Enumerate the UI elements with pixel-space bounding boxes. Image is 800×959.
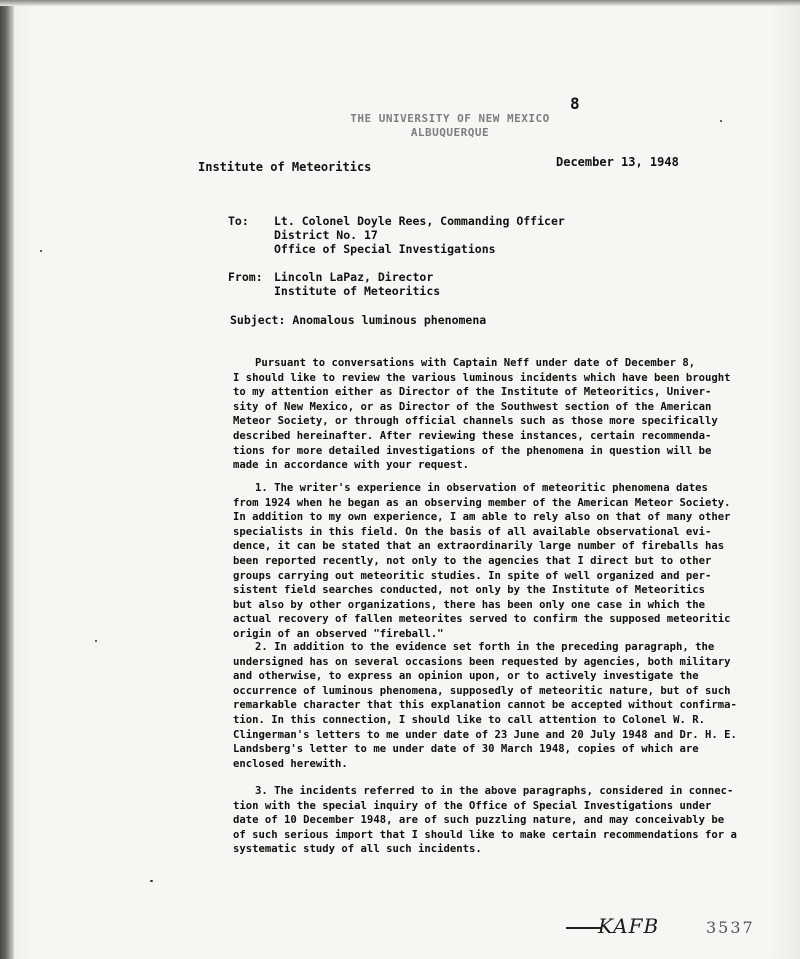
handwritten-dash xyxy=(566,927,602,929)
scan-edge-top xyxy=(0,0,800,6)
from-line: Lincoln LaPaz, Director xyxy=(274,270,434,284)
letter-date: December 13, 1948 xyxy=(556,155,679,169)
paragraph-line: Pursuant to conversations with Captain Neff under date of December 8, xyxy=(255,357,696,369)
paragraph-line: sistent field searches conducted, not only by the Institute of Meteoritics xyxy=(233,584,705,597)
paragraph-line: tions for more detailed investigations of the phenomena in question will be xyxy=(233,444,712,457)
subject-text: Anomalous luminous phenomena xyxy=(292,313,487,327)
paragraph-line: 3. The incidents referred to in the above paragraphs, considered in connec- xyxy=(255,785,734,797)
paragraph-line: sity of New Mexico, or as Director of the Southwest section of the American xyxy=(233,400,712,413)
paragraph-line: and otherwise, to express an opinion upon, or to actively investigate the xyxy=(233,670,699,683)
paragraph-line: but also by other organizations, there has been only one case in which the xyxy=(233,598,705,611)
paragraph-line: tion with the special inquiry of the Office of Special Investigations under xyxy=(233,799,712,812)
letterhead xyxy=(300,112,600,140)
paragraph-line: described hereinafter. After reviewing these instances, certain recommenda- xyxy=(233,429,712,442)
paragraph-line: specialists in this field. On the basis of all available observational evi- xyxy=(233,525,712,538)
paragraph-line: been reported recently, not only to the agencies that I direct but to other xyxy=(233,554,712,567)
page-number: 8 xyxy=(570,94,580,113)
paragraph-line: tion. In this connection, I should like to call attention to Colonel W. R. xyxy=(233,713,705,726)
paragraph-line: occurrence of luminous phenomena, supposedly of meteoritic nature, but of such xyxy=(233,684,731,697)
to-line: District No. 17 xyxy=(274,228,378,242)
paragraph-1 xyxy=(233,481,757,642)
paragraph-line: I should like to review the various luminous incidents which have been brought xyxy=(233,371,731,384)
paragraph-line: In addition to my own experience, I am able to rely also on that of many other xyxy=(233,511,731,524)
paragraph-3 xyxy=(233,784,757,857)
scan-speck xyxy=(150,880,153,882)
paragraph-line: undersigned has on several occasions been requested by agencies, both military xyxy=(233,655,731,668)
subject-block xyxy=(230,313,486,327)
paragraph-line: of such serious import that I should like to make certain recommendations for a xyxy=(233,828,737,841)
handwritten-note: KAFB xyxy=(598,914,660,938)
paragraph-line: Clingerman's letters to me under date of 23 June and 20 July 1948 and Dr. H. E. xyxy=(233,728,737,741)
from-label: From: xyxy=(228,270,263,284)
from-line: Institute of Meteoritics xyxy=(274,284,441,298)
letterhead-line: THE UNIVERSITY OF NEW MEXICO xyxy=(350,112,550,125)
paragraph-line: Landsberg's letter to me under date of 30 March 1948, copies of which are xyxy=(233,743,699,756)
to-block xyxy=(228,214,565,256)
paragraph-intro xyxy=(233,356,757,473)
paragraph-line: 1. The writer's experience in observation of meteoritic phenomena dates xyxy=(255,482,708,494)
subject-label: Subject: xyxy=(230,313,286,327)
paragraph-line: Meteor Society, or through official channels such as those more specifically xyxy=(233,415,718,428)
paragraph-line: groups carrying out meteoritic studies. In spite of well organized and per- xyxy=(233,569,712,582)
to-line: Office of Special Investigations xyxy=(274,242,496,256)
handwritten-number: 3537 xyxy=(706,918,755,937)
paragraph-line: enclosed herewith. xyxy=(233,757,348,770)
paragraph-line: origin of an observed "fireball." xyxy=(233,627,444,640)
paragraph-line: to my attention either as Director of the Institute of Meteoritics, Univer- xyxy=(233,386,712,399)
scan-speck xyxy=(720,120,722,122)
to-label: To: xyxy=(228,214,249,228)
scan-speck xyxy=(40,250,42,252)
from-block xyxy=(228,270,440,298)
paragraph-line: date of 10 December 1948, are of such puzzling nature, and may conceivably be xyxy=(233,814,725,827)
paragraph-line: dence, it can be stated that an extraordinarily large number of fireballs has xyxy=(233,540,725,553)
paragraph-line: systematic study of all such incidents. xyxy=(233,843,482,856)
paragraph-line: remarkable character that this explanation cannot be accepted without confirma- xyxy=(233,699,737,712)
paragraph-line: actual recovery of fallen meteorites served to confirm the supposed meteoritic xyxy=(233,613,731,626)
paragraph-line: made in accordance with your request. xyxy=(233,459,469,472)
letterhead-line: ALBUQUERQUE xyxy=(410,126,490,139)
paragraph-2 xyxy=(233,640,757,771)
paragraph-line: 2. In addition to the evidence set forth in the preceding paragraph, the xyxy=(255,641,715,653)
institute-name: Institute of Meteoritics xyxy=(198,160,372,174)
paragraph-line: from 1924 when he began as an observing member of the American Meteor Society. xyxy=(233,496,731,509)
to-line: Lt. Colonel Doyle Rees, Commanding Officer xyxy=(274,214,565,228)
scan-edge-left xyxy=(0,0,14,959)
scan-speck xyxy=(95,640,97,642)
